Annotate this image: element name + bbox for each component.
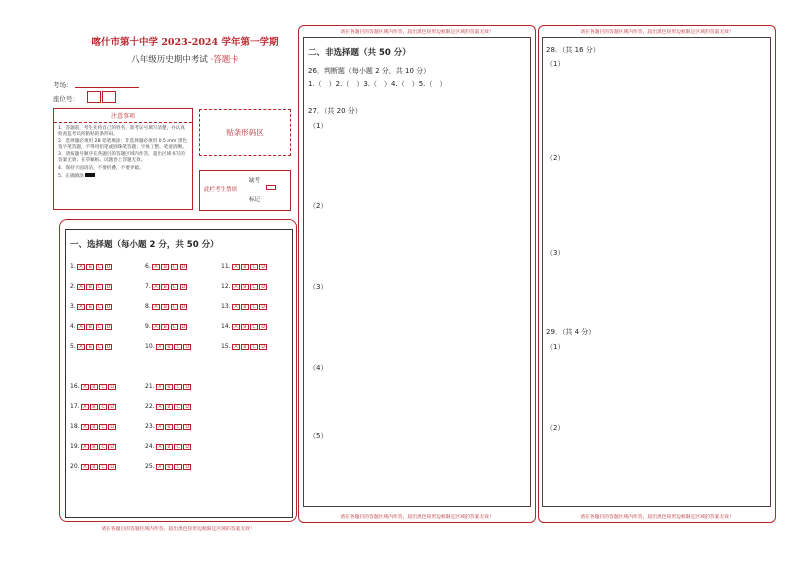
mcq-question <box>145 443 191 450</box>
bottom-warning-2: 请在各题目的答题区域内作答，超出黑色矩形边框限定区域的答案无效！ <box>340 515 494 520</box>
mcq-question <box>70 283 112 290</box>
mcq-option-bubble[interactable]: A <box>232 344 240 350</box>
notice-item-text: 5．正确填涂 <box>58 173 84 179</box>
mcq-option-bubble[interactable]: A <box>232 284 240 290</box>
mcq-question <box>145 403 191 410</box>
mcq-question-number: 25. <box>145 463 155 470</box>
mcq-question-number: 1. <box>70 263 76 270</box>
mcq-option-bubble[interactable]: A <box>81 404 89 410</box>
mcq-question-number: 16. <box>70 383 80 390</box>
mcq-option-bubble[interactable]: C <box>250 264 258 270</box>
mcq-option-bubble[interactable]: A <box>152 284 160 290</box>
mcq-question-number: 18. <box>70 423 80 430</box>
bottom-warning-1: 请在各题目的答题区域内作答，超出黑色矩形边框限定区域的答案无效！ <box>101 527 255 532</box>
mcq-question-number: 19. <box>70 443 80 450</box>
mcq-option-bubble[interactable]: D <box>185 404 189 410</box>
q27-part-4: （4） <box>309 364 328 372</box>
mcq-question <box>145 383 191 390</box>
mcq-option-bubble[interactable]: A <box>77 284 85 290</box>
q29-part-1: （1） <box>546 343 565 351</box>
absent-checkbox[interactable] <box>266 185 276 190</box>
mcq-question <box>221 323 267 330</box>
exam-room-field[interactable] <box>75 87 139 88</box>
mcq-question <box>70 303 112 310</box>
mcq-option-bubble[interactable]: A <box>77 344 85 350</box>
notice-item: 2．选择题必须用 2B 铅笔填涂；非选择题必须用 0.5 mm 黑色签字笔答题，不得用铅笔或圆珠笔答题；字体工整、笔迹清晰。 <box>58 139 188 151</box>
mcq-option-bubble[interactable]: C <box>171 324 179 330</box>
mcq-option-bubble[interactable]: A <box>156 404 164 410</box>
mcq-option-bubble[interactable]: A <box>232 324 240 330</box>
mcq-option-bubble[interactable]: B <box>241 264 249 270</box>
mcq-option-bubble[interactable]: B <box>165 444 173 450</box>
mcq-option-bubble[interactable]: B <box>86 304 94 310</box>
mcq-option-bubble[interactable]: B <box>86 284 94 290</box>
mcq-option-bubble[interactable]: A <box>232 304 240 310</box>
mcq-option-bubble[interactable]: A <box>77 264 85 270</box>
notice-heading: 注意事项 <box>54 109 192 123</box>
mcq-option-bubble[interactable]: D <box>261 304 265 310</box>
q27-title: 27．（共 20 分） <box>308 107 362 115</box>
mcq-question <box>70 423 116 430</box>
q29-part-2: （2） <box>546 424 565 432</box>
mcq-answer-area <box>65 229 293 518</box>
mcq-option-bubble[interactable]: A <box>152 304 160 310</box>
mcq-question-number: 17. <box>70 403 80 410</box>
mcq-option-bubble[interactable]: C <box>174 424 182 430</box>
q28-title: 28．（共 16 分） <box>546 46 600 54</box>
mcq-option-bubble[interactable]: A <box>81 384 89 390</box>
mcq-question-number: 24. <box>145 443 155 450</box>
mcq-question <box>70 263 112 270</box>
mcq-question-number: 7. <box>145 283 151 290</box>
mcq-question <box>145 463 191 470</box>
top-warning-3: 请在各题目的答题区域内作答，超出黑色矩形边框限定区域的答案无效！ <box>580 30 734 35</box>
mcq-option-bubble[interactable]: B <box>165 344 173 350</box>
mcq-question-number: 21. <box>145 383 155 390</box>
mcq-option-bubble[interactable]: B <box>161 324 169 330</box>
mcq-question-number: 22. <box>145 403 155 410</box>
mcq-option-bubble[interactable]: A <box>81 464 89 470</box>
mcq-question-number: 9. <box>145 323 151 330</box>
mcq-option-bubble[interactable]: C <box>250 344 258 350</box>
mcq-option-bubble[interactable]: D <box>185 344 189 350</box>
mcq-option-bubble[interactable]: C <box>96 264 104 270</box>
mcq-option-bubble[interactable]: A <box>156 464 164 470</box>
mcq-option-bubble[interactable]: C <box>174 444 182 450</box>
q29-title: 29．（共 4 分） <box>546 328 596 336</box>
mcq-question <box>70 343 112 350</box>
mcq-question <box>145 423 191 430</box>
mcq-option-bubble[interactable]: B <box>241 344 249 350</box>
mcq-question-number: 12. <box>221 283 231 290</box>
mcq-question-number: 10. <box>145 343 155 350</box>
mcq-option-bubble[interactable]: C <box>174 344 182 350</box>
mcq-question <box>145 303 187 310</box>
q28-part-2: （2） <box>546 154 565 162</box>
mcq-option-bubble[interactable]: A <box>77 324 85 330</box>
mcq-option-bubble[interactable]: D <box>110 384 114 390</box>
q27-part-5: （5） <box>309 432 328 440</box>
mcq-option-bubble[interactable]: B <box>165 464 173 470</box>
mcq-option-bubble[interactable]: C <box>250 304 258 310</box>
mcq-option-bubble[interactable]: D <box>185 424 189 430</box>
mcq-question <box>145 283 187 290</box>
mcq-question-number: 2. <box>70 283 76 290</box>
q27-part-1: （1） <box>309 122 328 130</box>
mcq-question-number: 14. <box>221 323 231 330</box>
mcq-option-bubble[interactable]: B <box>165 404 173 410</box>
filled-mark-icon <box>85 173 95 177</box>
mcq-question <box>221 303 267 310</box>
mcq-option-bubble[interactable]: D <box>261 344 265 350</box>
section1-heading: 一、选择题（每小题 2 分，共 50 分） <box>70 240 219 250</box>
subtitle-text: 八年级历史期中考试 <box>131 55 208 65</box>
notice-item: 1．答题前，考生先将自己的姓名、准考证号填写清楚，并认真检查监考员所粘贴的条形码。 <box>58 126 185 137</box>
mcq-option-bubble[interactable]: B <box>165 424 173 430</box>
mcq-option-bubble[interactable]: B <box>241 324 249 330</box>
mcq-option-bubble[interactable]: B <box>90 444 98 450</box>
mcq-question <box>221 283 267 290</box>
mcq-option-bubble[interactable]: D <box>106 324 111 330</box>
mcq-option-bubble[interactable]: C <box>99 424 107 430</box>
mcq-question-number: 15. <box>221 343 231 350</box>
notice-item <box>58 173 188 180</box>
top-warning-2: 请在各题目的答题区域内作答，超出黑色矩形边框限定区域的答案无效！ <box>340 30 494 35</box>
mcq-option-bubble[interactable]: D <box>106 264 111 270</box>
mcq-option-bubble[interactable]: B <box>86 264 94 270</box>
mcq-option-bubble[interactable]: B <box>241 284 249 290</box>
mcq-option-bubble[interactable]: A <box>156 384 164 390</box>
mcq-option-bubble[interactable]: C <box>99 464 107 470</box>
mcq-option-bubble[interactable]: A <box>81 444 89 450</box>
mcq-option-bubble[interactable]: D <box>110 464 114 470</box>
mcq-question <box>70 403 116 410</box>
mcq-question-number: 23. <box>145 423 155 430</box>
mcq-option-bubble[interactable]: C <box>174 404 182 410</box>
mcq-option-bubble[interactable]: C <box>96 304 104 310</box>
mcq-option-bubble[interactable]: D <box>185 464 189 470</box>
absent-box <box>199 170 291 211</box>
q26-title: 26．判断题（每小题 2 分，共 10 分） <box>308 67 431 75</box>
q26-answers: 1.（ ）2.（ ）3.（ ）4.（ ）5.（ ） <box>308 80 447 88</box>
mcq-option-bubble[interactable]: D <box>185 384 189 390</box>
mcq-question <box>70 463 116 470</box>
mcq-option-bubble[interactable]: B <box>90 464 98 470</box>
mcq-question-number: 4. <box>70 323 76 330</box>
barcode-area: 贴条形码区 <box>199 109 291 156</box>
mcq-option-bubble[interactable]: A <box>156 444 164 450</box>
mcq-question <box>70 323 112 330</box>
q28-part-1: （1） <box>546 60 565 68</box>
absent-forbid-label: 此栏考生禁填 <box>204 187 238 193</box>
seat-box-2[interactable] <box>102 91 116 103</box>
notice-item: 4．保持卡面清洁，不要折叠、不要弄破。 <box>58 165 144 171</box>
mcq-option-bubble[interactable]: C <box>171 284 179 290</box>
mcq-option-bubble[interactable]: C <box>96 284 104 290</box>
mcq-option-bubble[interactable]: C <box>171 304 179 310</box>
mcq-option-bubble[interactable]: D <box>106 304 111 310</box>
q28-part-3: （3） <box>546 249 565 257</box>
notice-item: 3．请按题号顺序在各题目的答题区域内作答，超出区域书写的答案无效；在草稿纸、试题卷上答题无效。 <box>58 152 185 164</box>
mcq-question <box>145 323 187 330</box>
mcq-option-bubble[interactable]: B <box>90 384 98 390</box>
mcq-option-bubble[interactable]: D <box>261 264 265 270</box>
mcq-question-number: 13. <box>221 303 231 310</box>
mcq-option-bubble[interactable]: D <box>106 284 111 290</box>
answer-card-label: ·答题卡 <box>210 55 239 65</box>
mcq-option-bubble[interactable]: A <box>156 424 164 430</box>
mcq-question <box>70 383 116 390</box>
mcq-option-bubble[interactable]: B <box>90 404 98 410</box>
mcq-option-bubble[interactable]: B <box>165 384 173 390</box>
mcq-option-bubble[interactable]: A <box>77 304 85 310</box>
mcq-option-bubble[interactable]: D <box>181 284 186 290</box>
mcq-option-bubble[interactable]: C <box>171 264 179 270</box>
mcq-question <box>145 263 187 270</box>
mcq-option-bubble[interactable]: C <box>99 404 107 410</box>
mcq-option-bubble[interactable]: C <box>99 384 107 390</box>
mcq-option-bubble[interactable]: C <box>96 344 104 350</box>
mcq-option-bubble[interactable]: C <box>250 284 258 290</box>
mcq-option-bubble[interactable]: C <box>174 464 182 470</box>
mcq-option-bubble[interactable]: D <box>261 324 265 330</box>
notice-box <box>53 108 193 210</box>
mcq-option-bubble[interactable]: B <box>86 344 94 350</box>
section3-answer-area[interactable] <box>542 37 771 507</box>
mcq-question <box>145 343 191 350</box>
mcq-option-bubble[interactable]: D <box>261 284 265 290</box>
mcq-question-number: 5. <box>70 343 76 350</box>
mcq-question-number: 6. <box>145 263 151 270</box>
seat-box-1[interactable] <box>87 91 101 103</box>
mcq-option-bubble[interactable]: B <box>161 284 169 290</box>
mcq-option-bubble[interactable]: D <box>106 344 111 350</box>
absent-label-top: 缺考 <box>249 178 261 184</box>
exam-title: 喀什市第十中学 2023-2024 学年第一学期 <box>91 37 279 48</box>
mcq-option-bubble[interactable]: A <box>152 324 160 330</box>
mcq-option-bubble[interactable]: D <box>110 444 114 450</box>
mcq-question-number: 11. <box>221 263 231 270</box>
mcq-option-bubble[interactable]: D <box>110 424 114 430</box>
mcq-option-bubble[interactable]: A <box>81 424 89 430</box>
mcq-option-bubble[interactable]: A <box>152 264 160 270</box>
mcq-option-bubble[interactable]: A <box>232 264 240 270</box>
mcq-option-bubble[interactable]: D <box>181 304 186 310</box>
absent-label-bottom: 标记 <box>249 197 261 203</box>
mcq-option-bubble[interactable]: C <box>174 384 182 390</box>
q27-part-2: （2） <box>309 202 328 210</box>
q27-part-3: （3） <box>309 283 328 291</box>
mcq-option-bubble[interactable]: B <box>241 304 249 310</box>
exam-subtitle <box>70 53 300 65</box>
exam-room-label: 考场： <box>53 81 73 89</box>
mcq-option-bubble[interactable]: D <box>181 324 186 330</box>
seat-label: 座位号： <box>53 95 79 103</box>
mcq-option-bubble[interactable]: B <box>86 324 94 330</box>
mcq-option-bubble[interactable]: C <box>99 444 107 450</box>
mcq-question-number: 8. <box>145 303 151 310</box>
mcq-option-bubble[interactable]: B <box>161 304 169 310</box>
mcq-question <box>221 263 267 270</box>
mcq-option-bubble[interactable]: B <box>161 264 169 270</box>
mcq-option-bubble[interactable]: B <box>90 424 98 430</box>
mcq-option-bubble[interactable]: D <box>110 404 114 410</box>
mcq-option-bubble[interactable]: D <box>185 444 189 450</box>
mcq-question-number: 3. <box>70 303 76 310</box>
mcq-question-number: 20. <box>70 463 80 470</box>
mcq-question <box>70 443 116 450</box>
mcq-option-bubble[interactable]: C <box>96 324 104 330</box>
mcq-option-bubble[interactable]: D <box>181 264 186 270</box>
section2-heading: 二、非选择题（共 50 分） <box>308 48 411 58</box>
mcq-option-bubble[interactable]: A <box>156 344 164 350</box>
bottom-warning-3: 请在各题目的答题区域内作答，超出黑色矩形边框限定区域的答案无效！ <box>580 515 734 520</box>
mcq-question <box>221 343 267 350</box>
mcq-option-bubble[interactable]: C <box>250 324 258 330</box>
